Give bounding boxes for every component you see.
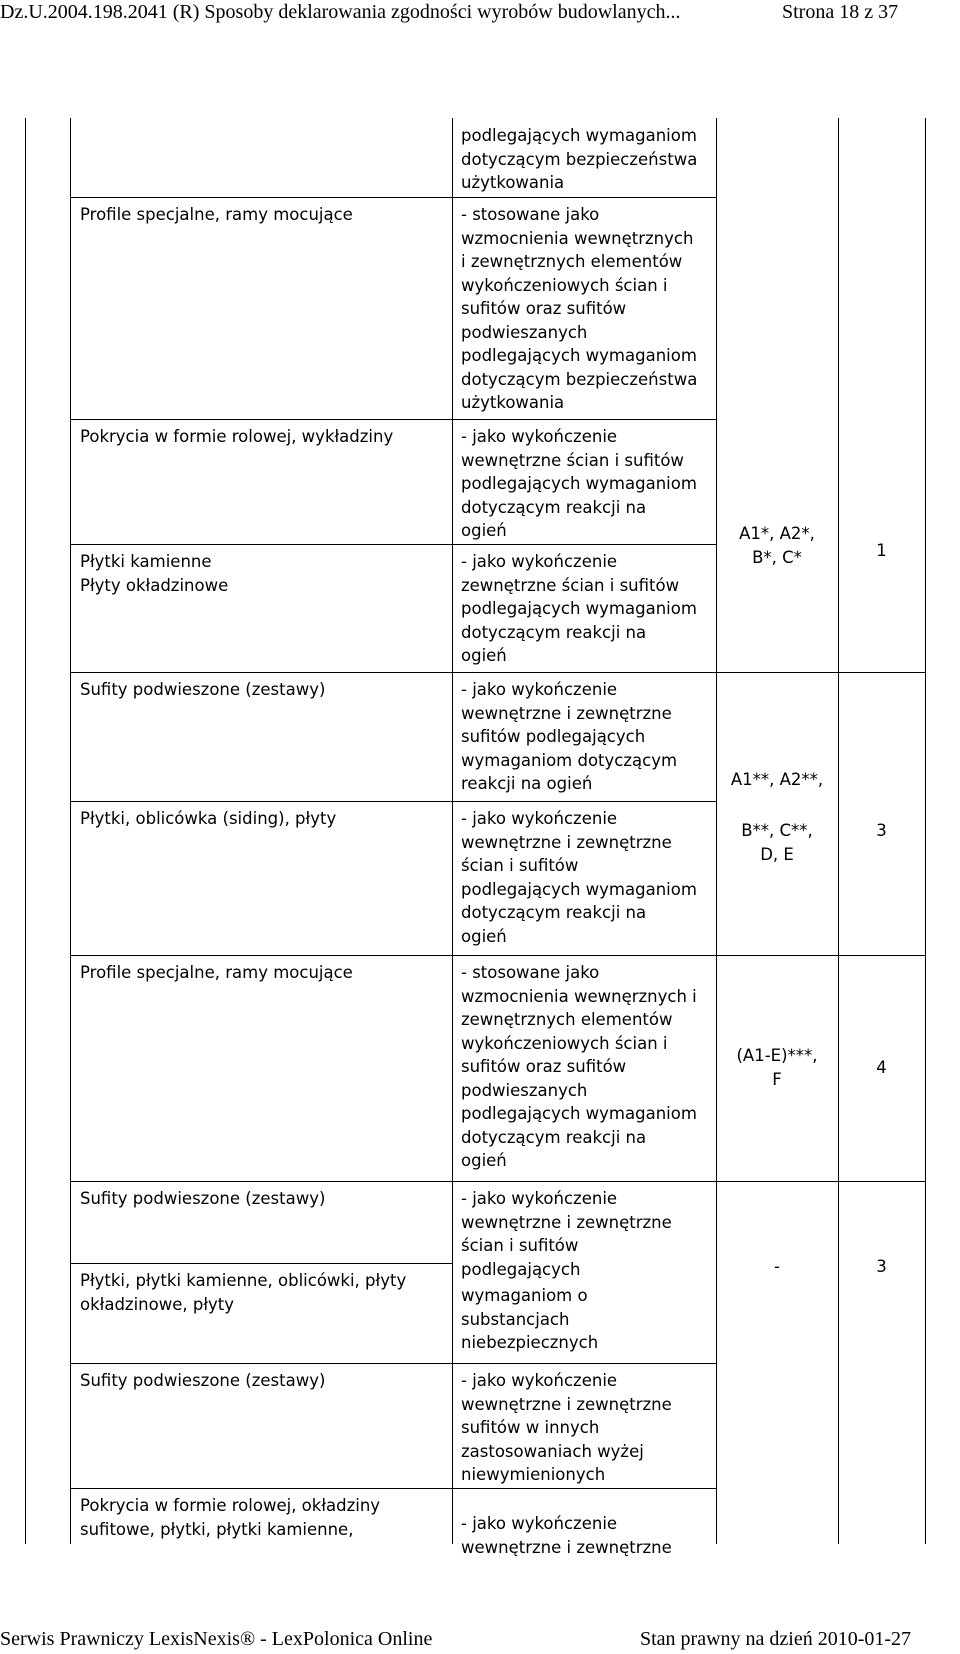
table-border-left — [25, 118, 26, 1544]
page-header — [0, 1, 899, 23]
use-cell: - jako wykończenie wewnętrzne i zewnętrzne sufitów podlegających wymaganiom dotyczącym reakcji na ogień — [461, 680, 678, 793]
use-cell: - stosowane jako wzmocnienia wewnętrznych i zewnętrznych elementów wykończeniowych ścian i sufitów oraz sufitów podwieszanych podlegających wymaganiom dotyczącym bezpieczeństwa użytkowania — [461, 205, 698, 412]
footer-legal-status: Stan prawny na dzień 2010-01-27 — [640, 1628, 912, 1650]
group-separator — [716, 955, 925, 956]
class-cell: (A1-E)***, F — [736, 1046, 818, 1089]
product-cell: Sufity podwieszone (zestawy) — [80, 680, 326, 699]
use-cell: - jako wykończenie wewnętrzne i zewnętrzne ścian i sufitów podlegających wymaganiom dotyczącym reakcji na ogień — [461, 809, 697, 946]
row-separator — [70, 1181, 716, 1182]
product-cell: Płytki kamienne Płyty okładzinowe — [80, 552, 229, 595]
row-separator — [70, 1488, 716, 1489]
use-cell: podlegających wymaganiom dotyczącym bezpieczeństwa użytkowania — [461, 126, 698, 192]
product-cell: Sufity podwieszone (zestawy) — [80, 1189, 326, 1208]
product-cell: Płytki, oblicówka (siding), płyty — [80, 809, 337, 828]
use-cell: - jako wykończenie wewnętrzne ścian i sufitów podlegających wymaganiom dotyczącym reakcji na ogień — [461, 427, 697, 540]
column-divider-2 — [452, 118, 453, 1544]
class-cell: B**, C**, D, E — [741, 821, 813, 864]
row-separator — [70, 1363, 716, 1364]
product-cell: Sufity podwieszone (zestawy) — [80, 1371, 326, 1390]
use-cell: - jako wykończenie wewnętrzne i zewnętrzne sufitów w innych zastosowaniach wyżej niewymienionych — [461, 1371, 672, 1484]
product-cell: Pokrycia w formie rolowej, okładziny sufitowe, płytki, płytki kamienne, — [80, 1496, 381, 1539]
product-cell: Pokrycia w formie rolowej, wykładziny — [80, 427, 394, 446]
row-separator — [70, 197, 716, 198]
class-cell: A1*, A2*, B*, C* — [739, 524, 815, 567]
footer-source: Serwis Prawniczy LexisNexis® - LexPolonica Online — [0, 1628, 433, 1650]
group-separator — [716, 1181, 925, 1182]
row-separator — [70, 544, 716, 545]
column-divider-1 — [70, 118, 71, 1544]
document-title: Dz.U.2004.198.2041 (R) Sposoby deklarowania zgodności wyrobów budowlanych... — [0, 1, 681, 23]
table-border-right — [925, 118, 926, 1544]
use-cell: - jako wykończenie zewnętrzne ścian i sufitów podlegających wymaganiom dotyczącym reakcji na ogień — [461, 552, 697, 665]
use-cell: - stosowane jako wzmocnienia wewnęrznych i zewnętrznych elementów wykończeniowych ścian i sufitów oraz sufitów podwieszanych podlegających wymaganiom dotyczącym reakcji na ogień — [461, 963, 697, 1170]
use-cell: - jako wykończenie wewnętrzne i zewnętrzne ścian i sufitów podlegających — [461, 1189, 672, 1279]
product-cell: Płytki, płytki kamienne, oblicówki, płyty okładzinowe, płyty — [80, 1271, 407, 1314]
page-number: Strona 18 z 37 — [782, 1, 899, 23]
group-separator — [716, 672, 925, 673]
class-cell: - — [774, 1257, 780, 1276]
row-separator — [70, 1263, 452, 1264]
product-cell: Profile specjalne, ramy mocujące — [80, 963, 353, 982]
system-cell: 4 — [876, 1058, 887, 1077]
class-cell: A1**, A2**, — [730, 770, 824, 789]
system-cell: 3 — [876, 821, 887, 840]
system-cell: 3 — [876, 1257, 887, 1276]
row-separator — [70, 955, 716, 956]
page-footer — [0, 1628, 912, 1650]
row-separator — [70, 672, 716, 673]
row-separator — [70, 801, 716, 802]
system-cell: 1 — [876, 541, 887, 560]
use-cell: - jako wykończenie wewnętrzne i zewnętrzne — [461, 1514, 672, 1557]
product-cell: Profile specjalne, ramy mocujące — [80, 205, 353, 224]
use-cell: wymaganiom o substancjach niebezpiecznych — [461, 1286, 599, 1352]
row-separator — [70, 419, 716, 420]
